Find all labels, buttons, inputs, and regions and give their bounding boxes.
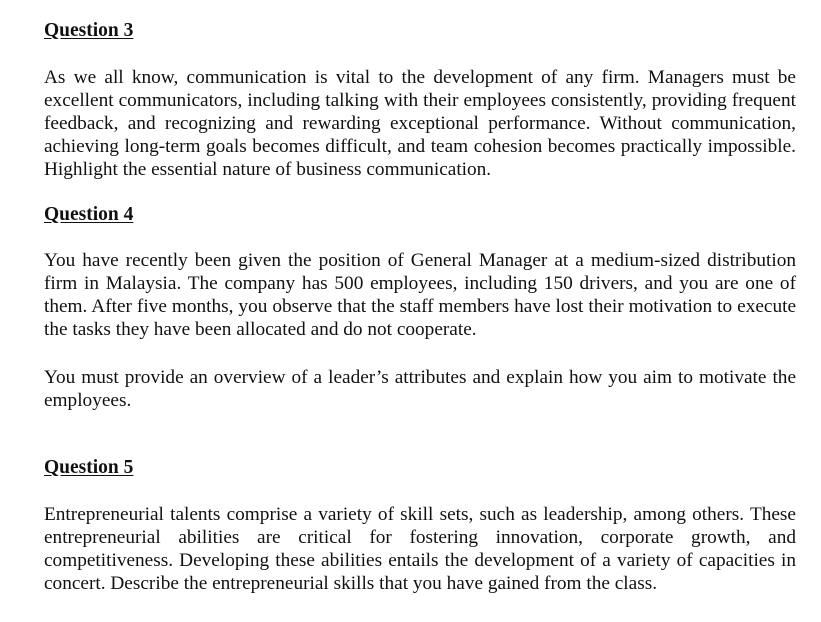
question-4-text-1: You have recently been given the position of General Manager at a medium-sized distribution firm in Malaysia. The company has 500 employees, including 150 drivers, and you are one of them. After five months, you observe that the staff members have lost their motivation to execute the tasks they have been allocated and do not cooperate.	[44, 250, 796, 340]
question-5-heading: Question 5	[44, 457, 134, 478]
question-5-text: Entrepreneurial talents comprise a variety of skill sets, such as leadership, among others. These entrepreneurial abilities are critical for fostering innovation, corporate growth, and competitiveness. Developing these abilities entails the development of a variety of capacities in concert. Describe the entrepreneurial skills that you have gained from the class.	[44, 504, 796, 594]
question-3-text: As we all know, communication is vital to the development of any firm. Managers must be excellent communicators, including talking with their employees consistently, providing frequent feedback, and recognizing and rewarding exceptional performance. Without communication, achieving long-term goals becomes difficult, and team cohesion becomes practically impossible. Highlight the essential nature of business communication.	[44, 67, 796, 180]
question-4-text-2: You must provide an overview of a leader’s attributes and explain how you aim to motivate the employees.	[44, 367, 796, 411]
question-3-heading: Question 3	[44, 20, 134, 41]
question-4-heading: Question 4	[44, 204, 134, 225]
